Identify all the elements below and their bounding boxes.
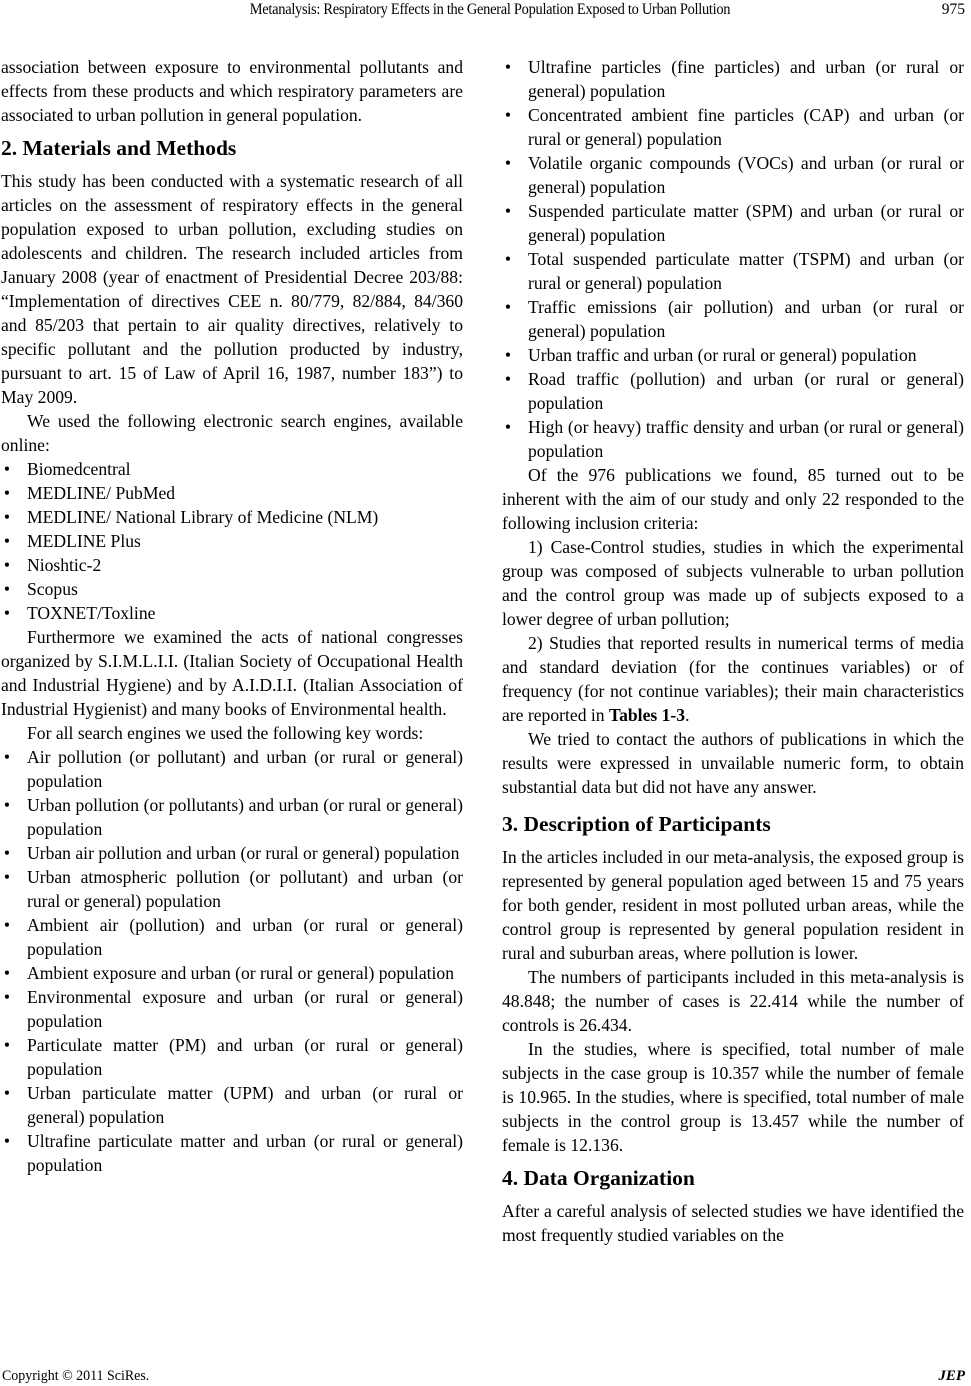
bullet-icon: •	[3, 915, 11, 935]
methods-paragraph: We used the following electronic search engines, available online:	[1, 411, 463, 455]
list-item: • Concentrated ambient fine particles (CAP) and urban (or rural or general) population	[502, 103, 964, 151]
bullet-icon: •	[504, 153, 512, 173]
methods-paragraph: For all search engines we used the following key words:	[27, 723, 424, 743]
search-engine-list	[1, 457, 463, 625]
bullet-icon: •	[3, 747, 11, 767]
bullet-icon: •	[3, 867, 11, 887]
list-item: • Ultrafine particles (fine particles) and urban (or rural or general) population	[502, 55, 964, 103]
bullet-icon: •	[3, 795, 11, 815]
list-item: • Ambient exposure and urban (or rural or general) population	[1, 961, 463, 985]
bullet-icon: •	[3, 531, 11, 551]
bullet-icon: •	[504, 297, 512, 317]
list-item: • Urban pollution (or pollutants) and urban (or rural or general) population	[1, 793, 463, 841]
participants-paragraph: In the studies, where is specified, total number of male subjects in the case group is 10.357 while the number of female is 10.965. In the studies, where is specified, total number of male subjects in the control group is 13.457 while the number of female is 12.136.	[502, 1039, 964, 1155]
list-item: • MEDLINE/ PubMed	[1, 481, 463, 505]
bullet-icon: •	[3, 603, 11, 623]
list-item: • Road traffic (pollution) and urban (or rural or general) population	[502, 367, 964, 415]
bullet-icon: •	[504, 249, 512, 269]
section-heading-materials-methods: 2. Materials and Methods	[1, 136, 237, 160]
list-item: • MEDLINE/ National Library of Medicine (NLM)	[1, 505, 463, 529]
participants-paragraph: The numbers of participants included in this meta-analysis is 48.848; the number of cases is 22.414 while the number of controls is 26.434.	[502, 967, 964, 1035]
tables-reference-link[interactable]: Tables 1-3	[608, 705, 686, 725]
results-paragraph: We tried to contact the authors of publications in which the results were expressed in unvailable numeric form, to obtain substantial data but did not have any answer.	[502, 729, 964, 797]
bullet-icon: •	[3, 1035, 11, 1055]
list-item: • Urban traffic and urban (or rural or general) population	[502, 343, 964, 367]
page-footer	[0, 1366, 971, 1386]
bullet-icon: •	[3, 483, 11, 503]
list-item: • Particulate matter (PM) and urban (or rural or general) population	[1, 1033, 463, 1081]
list-item: • Ambient air (pollution) and urban (or rural or general) population	[1, 913, 463, 961]
inclusion-criterion-2: 2) Studies that reported results in numerical terms of media and standard deviation (for the continues variables) or of frequency (for not continue variables); their main characteristics are reported in Tables 1-3.	[502, 633, 964, 725]
intro-paragraph: association between exposure to environmental pollutants and effects from these products and which respiratory parameters are associated to urban pollution in general population.	[1, 57, 463, 125]
list-item: • Volatile organic compounds (VOCs) and urban (or rural or general) population	[502, 151, 964, 199]
list-item: • Biomedcentral	[1, 457, 463, 481]
list-item: • Scopus	[1, 577, 463, 601]
list-item: • Traffic emissions (air pollution) and urban (or rural or general) population	[502, 295, 964, 343]
section-heading-participants: 3. Description of Participants	[502, 812, 771, 836]
list-item: • Air pollution (or pollutant) and urban (or rural or general) population	[1, 745, 463, 793]
bullet-icon: •	[3, 963, 11, 983]
data-organization-paragraph: After a careful analysis of selected studies we have identified the most frequently studied variables on the	[502, 1201, 964, 1245]
bullet-icon: •	[504, 57, 512, 77]
bullet-icon: •	[3, 843, 11, 863]
bullet-icon: •	[3, 507, 11, 527]
bullet-icon: •	[504, 345, 512, 365]
bullet-icon: •	[3, 1083, 11, 1103]
results-paragraph: Of the 976 publications we found, 85 turned out to be inherent with the aim of our study and only 22 responded to the following inclusion criteria:	[502, 465, 964, 533]
bullet-icon: •	[504, 201, 512, 221]
methods-paragraph: This study has been conducted with a systematic research of all articles on the assessment of respiratory effects in the general population exposed to urban pollution, excluding studies on adolescents and children. The research included articles from January 2008 (year of enactment of Presidential Decree 203/88: “Implementation of directives CEE n. 80/779, 82/884, 84/360 and 85/203 that pertain to air quality directives, relatively to specific pollutant and the pollution producted by industry, pursuant to art. 15 of Law of April 16, 1987, number 183”) to May 2009.	[1, 171, 463, 407]
right-column	[502, 55, 964, 1247]
inclusion-criterion-1: 1) Case-Control studies, studies in which the experimental group was composed of subjects vulnerable to urban pollution and the control group was made up of subjects exposed to a lower degree of urban pollution;	[502, 537, 964, 629]
bullet-icon: •	[3, 579, 11, 599]
list-item: • Urban particulate matter (UPM) and urban (or rural or general) population	[1, 1081, 463, 1129]
running-title: Metanalysis: Respiratory Effects in the General Population Exposed to Urban Pollution	[249, 1, 731, 18]
participants-paragraph: In the articles included in our meta-analysis, the exposed group is represented by general population aged between 15 and 75 years for both gender, resident in most polluted urban areas, while the control group is represented by general population resident in rural and suburban areas, where pollution is lower.	[502, 847, 964, 963]
list-item: • Suspended particulate matter (SPM) and urban (or rural or general) population	[502, 199, 964, 247]
keyword-list	[1, 745, 463, 1177]
running-header	[0, 0, 971, 20]
bullet-icon: •	[504, 417, 512, 437]
list-item: • High (or heavy) traffic density and urban (or rural or general) population	[502, 415, 964, 463]
list-item: • MEDLINE Plus	[1, 529, 463, 553]
left-column	[1, 55, 463, 1177]
list-item: • Environmental exposure and urban (or rural or general) population	[1, 985, 463, 1033]
bullet-icon: •	[3, 1131, 11, 1151]
copyright-notice: Copyright © 2011 SciRes.	[2, 1368, 150, 1384]
list-item: • Urban air pollution and urban (or rural or general) population	[1, 841, 463, 865]
section-heading-data-organization: 4. Data Organization	[502, 1166, 695, 1190]
page-number: 975	[941, 1, 965, 18]
methods-paragraph: Furthermore we examined the acts of national congresses organized by S.I.M.L.I.I. (Italian Society of Occupational Health and Industrial Hygiene) and by A.I.D.I.I. (Italian Association of Industrial Hygienist) and many books of Environmental health.	[1, 627, 463, 719]
list-item: • Ultrafine particulate matter and urban (or rural or general) population	[1, 1129, 463, 1177]
list-item: • TOXNET/Toxline	[1, 601, 463, 625]
journal-abbreviation: JEP	[938, 1368, 965, 1384]
bullet-icon: •	[3, 987, 11, 1007]
bullet-icon: •	[3, 555, 11, 575]
list-item: • Total suspended particulate matter (TSPM) and urban (or rural or general) population	[502, 247, 964, 295]
bullet-icon: •	[504, 369, 512, 389]
bullet-icon: •	[504, 105, 512, 125]
list-item: • Urban atmospheric pollution (or pollutant) and urban (or rural or general) population	[1, 865, 463, 913]
bullet-icon: •	[3, 459, 11, 479]
list-item: • Nioshtic-2	[1, 553, 463, 577]
keyword-list-continued	[502, 55, 964, 463]
